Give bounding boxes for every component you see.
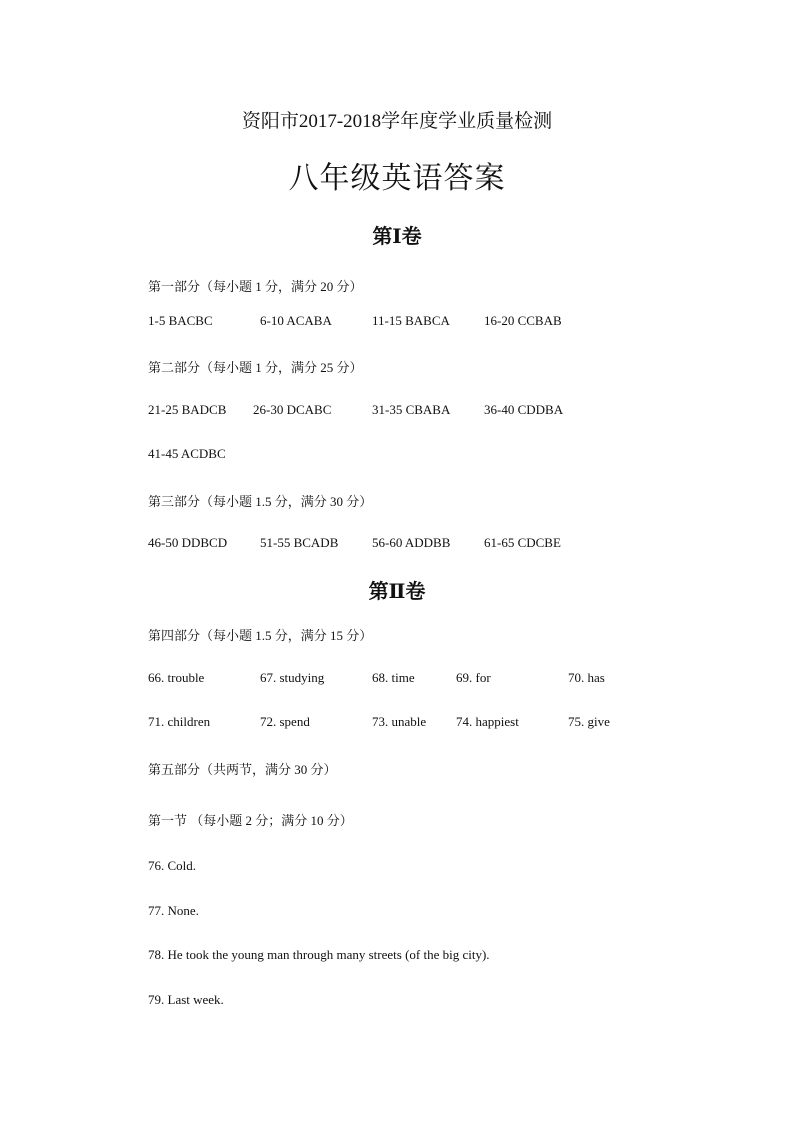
answer-item: 66. trouble bbox=[148, 670, 205, 685]
part-1-heading: 第一部分（每小题 1 分，满分 20 分） bbox=[148, 279, 363, 294]
answer-group: 46-50 DDBCD bbox=[148, 535, 228, 550]
part-4-answers-row-2 bbox=[148, 714, 668, 732]
part-3-heading: 第三部分（每小题 1.5 分，满分 30 分） bbox=[148, 494, 373, 509]
answer-group: 36-40 CDDBA bbox=[484, 402, 564, 417]
answer-group: 31-35 CBABA bbox=[372, 402, 451, 417]
answer-group: 61-65 CDCBE bbox=[484, 535, 561, 550]
part-4-heading: 第四部分（每小题 1.5 分，满分 15 分） bbox=[148, 628, 373, 643]
answer-group: 11-15 BABCA bbox=[372, 313, 450, 328]
answer-item: 69. for bbox=[456, 670, 491, 685]
part-3-answers bbox=[148, 535, 668, 553]
answer-item: 74. happiest bbox=[456, 714, 519, 729]
answer-group: 41-45 ACDBC bbox=[148, 446, 226, 461]
answer-item: 73. unable bbox=[372, 714, 427, 729]
answer-group: 56-60 ADDBB bbox=[372, 535, 451, 550]
answer-line: 78. He took the young man through many streets (of the big city). bbox=[148, 947, 490, 962]
answer-line: 77. None. bbox=[148, 903, 199, 918]
answer-group: 26-30 DCABC bbox=[253, 402, 332, 417]
volume-1-label: 第Ⅰ卷 bbox=[372, 226, 422, 248]
part-5-heading: 第五部分（共两节，满分 30 分） bbox=[148, 762, 337, 777]
answer-item: 67. studying bbox=[260, 670, 325, 685]
volume-2-label: 第Ⅱ卷 bbox=[368, 581, 426, 603]
part-1-answers bbox=[148, 313, 668, 331]
part-2-heading: 第二部分（每小题 1 分，满分 25 分） bbox=[148, 360, 363, 375]
answer-group: 51-55 BCADB bbox=[260, 535, 339, 550]
answer-group: 6-10 ACABA bbox=[260, 313, 332, 328]
answer-item: 72. spend bbox=[260, 714, 310, 729]
part-2-answers-row-1 bbox=[148, 402, 668, 420]
exam-subtitle: 资阳市2017-2018学年度学业质量检测 bbox=[241, 111, 553, 132]
answer-item: 75. give bbox=[568, 714, 610, 729]
part-4-answers-row-1 bbox=[148, 670, 668, 688]
answer-line: 79. Last week. bbox=[148, 992, 224, 1007]
answer-item: 68. time bbox=[372, 670, 415, 685]
answer-item: 71. children bbox=[148, 714, 211, 729]
answer-group: 21-25 BADCB bbox=[148, 402, 227, 417]
part-5-section-1-heading: 第一节 （每小题 2 分；满分 10 分） bbox=[148, 813, 353, 828]
part-2-answers-row-2 bbox=[148, 446, 668, 464]
answer-group: 1-5 BACBC bbox=[148, 313, 213, 328]
answer-line: 76. Cold. bbox=[148, 858, 197, 873]
answer-group: 16-20 CCBAB bbox=[484, 313, 562, 328]
answer-item: 70. has bbox=[568, 670, 605, 685]
page-title: 八年级英语答案 bbox=[288, 161, 506, 196]
